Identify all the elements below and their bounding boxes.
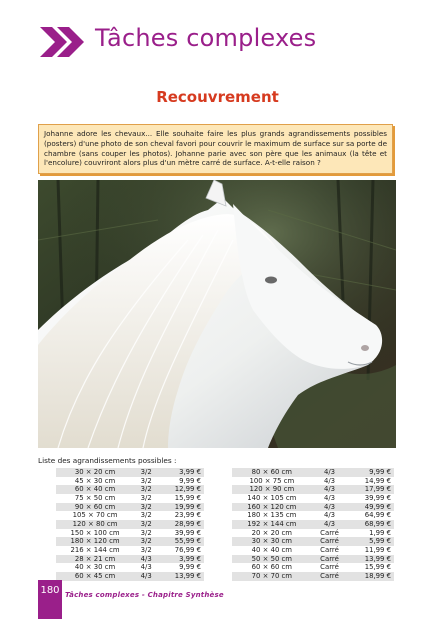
table-row [56, 546, 204, 555]
size-cell: 100 × 75 cm [232, 477, 312, 486]
table-row [56, 503, 204, 512]
white-horse-photo [38, 180, 396, 448]
size-cell: 150 × 100 cm [56, 529, 134, 538]
price-cell: 13,99 € [158, 572, 204, 581]
size-cell: 28 × 21 cm [56, 555, 134, 564]
footer-chapter-label: Tâches complexes - Chapitre Synthèse [65, 591, 224, 599]
table-row [232, 468, 394, 477]
table-row [232, 485, 394, 494]
table-row [232, 546, 394, 555]
table-row [232, 563, 394, 572]
price-cell: 39,99 € [158, 529, 204, 538]
size-cell: 20 × 20 cm [232, 529, 312, 538]
size-cell: 216 × 144 cm [56, 546, 134, 555]
size-cell: 160 × 120 cm [232, 503, 312, 512]
price-cell: 18,99 € [347, 572, 394, 581]
price-cell: 17,99 € [347, 485, 394, 494]
price-cell: 15,99 € [347, 563, 394, 572]
size-cell: 120 × 90 cm [232, 485, 312, 494]
price-cell: 76,99 € [158, 546, 204, 555]
section-title: Recouvrement [156, 88, 279, 106]
size-cell: 40 × 30 cm [56, 563, 134, 572]
ratio-cell: 4/3 [312, 511, 348, 520]
table-row [56, 572, 204, 581]
size-cell: 90 × 60 cm [56, 503, 134, 512]
price-cell: 19,99 € [158, 503, 204, 512]
price-cell: 9,99 € [158, 563, 204, 572]
table-row [232, 537, 394, 546]
ratio-cell: 4/3 [312, 477, 348, 486]
size-cell: 40 × 40 cm [232, 546, 312, 555]
price-cell: 5,99 € [347, 537, 394, 546]
problem-text: Johanne adore les chevaux... Elle souhaite faire les plus grands agrandissements possibles (posters) d'une photo de son cheval favori pour couvrir le maximum de surface sur sa porte de chambre (sans couper les photos). Johanne parie avec son père que les animaux (la tête et l'encolure) couvriront alors plus d'un mètre carré de surface. A-t-elle raison ? [44, 129, 387, 168]
size-cell: 30 × 30 cm [232, 537, 312, 546]
ratio-cell: 3/2 [134, 503, 158, 512]
ratio-cell: 3/2 [134, 537, 158, 546]
ratio-cell: 4/3 [134, 563, 158, 572]
size-cell: 180 × 120 cm [56, 537, 134, 546]
sizes-table-left [56, 468, 204, 581]
size-cell: 60 × 60 cm [232, 563, 312, 572]
size-cell: 45 × 30 cm [56, 477, 134, 486]
price-cell: 9,99 € [158, 477, 204, 486]
table-row [56, 468, 204, 477]
table-row [232, 477, 394, 486]
size-cell: 80 × 60 cm [232, 468, 312, 477]
price-cell: 23,99 € [158, 511, 204, 520]
size-cell: 192 × 144 cm [232, 520, 312, 529]
ratio-cell: 3/2 [134, 468, 158, 477]
ratio-cell: 3/2 [134, 494, 158, 503]
price-cell: 28,99 € [158, 520, 204, 529]
price-cell: 12,99 € [158, 485, 204, 494]
ratio-cell: Carré [312, 546, 348, 555]
problem-statement-box [38, 124, 393, 174]
price-cell: 49,99 € [347, 503, 394, 512]
table-row [232, 511, 394, 520]
ratio-cell: 4/3 [134, 555, 158, 564]
price-cell: 9,99 € [347, 468, 394, 477]
ratio-cell: 4/3 [312, 503, 348, 512]
table-row [56, 563, 204, 572]
size-cell: 50 × 50 cm [232, 555, 312, 564]
table-row [232, 494, 394, 503]
table-row [232, 555, 394, 564]
size-cell: 30 × 20 cm [56, 468, 134, 477]
price-cell: 55,99 € [158, 537, 204, 546]
ratio-cell: 4/3 [312, 468, 348, 477]
ratio-cell: 4/3 [312, 520, 348, 529]
price-cell: 15,99 € [158, 494, 204, 503]
size-cell: 140 × 105 cm [232, 494, 312, 503]
price-cell: 3,99 € [158, 468, 204, 477]
price-cell: 11,99 € [347, 546, 394, 555]
size-cell: 120 × 80 cm [56, 520, 134, 529]
ratio-cell: 4/3 [312, 485, 348, 494]
page-number-bar [38, 604, 62, 619]
price-cell: 39,99 € [347, 494, 394, 503]
price-cell: 3,99 € [158, 555, 204, 564]
double-chevron-icon [40, 27, 88, 57]
ratio-cell: 3/2 [134, 511, 158, 520]
ratio-cell: 3/2 [134, 520, 158, 529]
table-row [56, 555, 204, 564]
ratio-cell: 3/2 [134, 546, 158, 555]
price-cell: 13,99 € [347, 555, 394, 564]
list-label: Liste des agrandissements possibles : [38, 456, 177, 465]
table-row [232, 520, 394, 529]
table-row [232, 529, 394, 538]
ratio-cell: 3/2 [134, 477, 158, 486]
table-row [56, 494, 204, 503]
size-cell: 70 × 70 cm [232, 572, 312, 581]
price-cell: 1,99 € [347, 529, 394, 538]
sizes-table-right [232, 468, 394, 581]
table-row [232, 503, 394, 512]
table-row [56, 485, 204, 494]
ratio-cell: Carré [312, 563, 348, 572]
size-cell: 60 × 40 cm [56, 485, 134, 494]
ratio-cell: Carré [312, 572, 348, 581]
price-cell: 14,99 € [347, 477, 394, 486]
page-number: 180 [38, 580, 62, 604]
ratio-cell: 3/2 [134, 485, 158, 494]
table-row [56, 537, 204, 546]
size-cell: 60 × 45 cm [56, 572, 134, 581]
size-cell: 180 × 135 cm [232, 511, 312, 520]
page-title: Tâches complexes [95, 24, 317, 52]
ratio-cell: Carré [312, 529, 348, 538]
table-row [56, 511, 204, 520]
ratio-cell: 3/2 [134, 529, 158, 538]
table-row [232, 572, 394, 581]
size-cell: 75 × 50 cm [56, 494, 134, 503]
size-cell: 105 × 70 cm [56, 511, 134, 520]
ratio-cell: 4/3 [134, 572, 158, 581]
table-row [56, 477, 204, 486]
price-cell: 68,99 € [347, 520, 394, 529]
ratio-cell: 4/3 [312, 494, 348, 503]
table-row [56, 520, 204, 529]
table-row [56, 529, 204, 538]
ratio-cell: Carré [312, 537, 348, 546]
price-cell: 64,99 € [347, 511, 394, 520]
ratio-cell: Carré [312, 555, 348, 564]
